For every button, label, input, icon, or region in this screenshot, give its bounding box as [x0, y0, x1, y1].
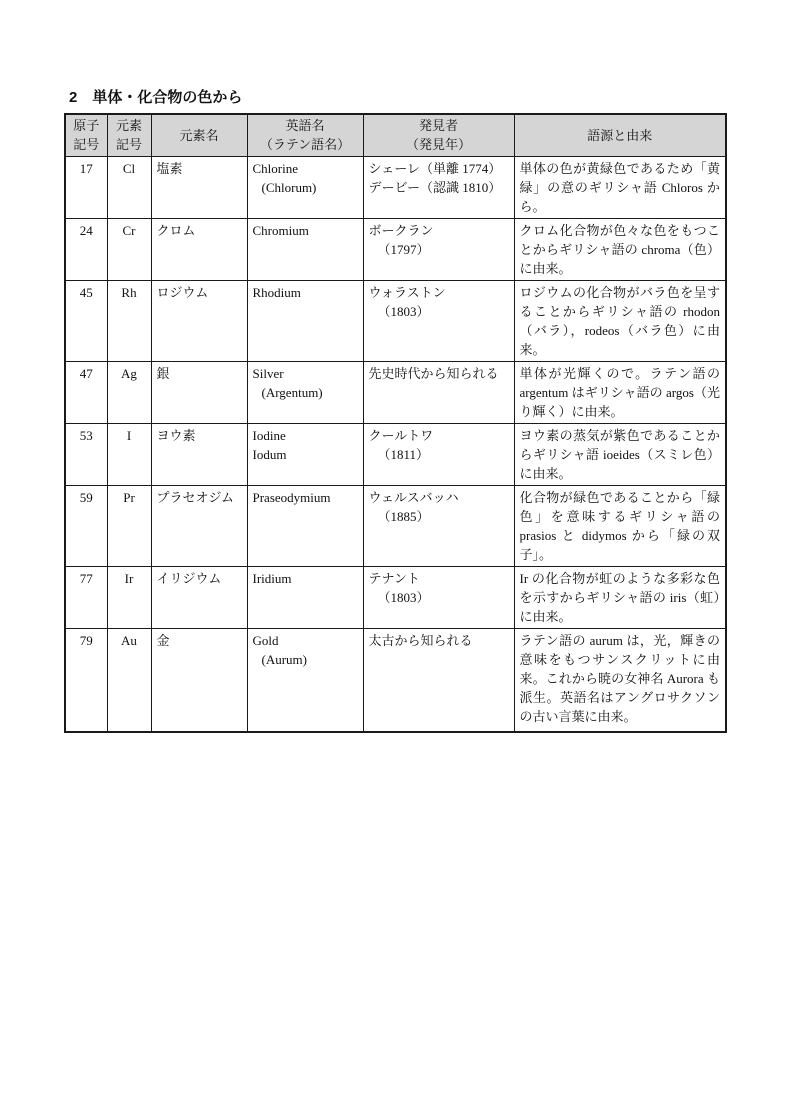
atomic-number: 24 [65, 218, 107, 280]
element-name: 塩素 [151, 156, 247, 218]
english-name [247, 485, 363, 566]
atomic-number: 59 [65, 485, 107, 566]
element-symbol: Au [107, 628, 151, 732]
english-name [247, 361, 363, 423]
table-row [65, 628, 726, 732]
element-symbol: Pr [107, 485, 151, 566]
english-name [247, 218, 363, 280]
english-line: Iodine [252, 427, 286, 443]
header-line: 原子 [73, 118, 100, 134]
atomic-number: 45 [65, 280, 107, 361]
discoverer [363, 361, 514, 423]
header-line: （ラテン語名） [259, 137, 351, 153]
latin-name: Iodum [252, 446, 287, 462]
etymology: ロジウムの化合物がバラ色を呈することからギリシャ語の rhodon（バラ），rodeos（バラ色）に由来。 [514, 280, 726, 361]
discovery-year: （1811） [377, 446, 430, 462]
english-line: Praseodymium [252, 489, 331, 505]
discoverer-line: ウォラストン [368, 284, 446, 300]
latin-name: (Argentum) [261, 384, 323, 400]
atomic-number: 47 [65, 361, 107, 423]
english-name [247, 423, 363, 485]
discoverer [363, 485, 514, 566]
table-row [65, 361, 726, 423]
english-name [247, 628, 363, 732]
discovery-year: （1797） [377, 241, 430, 257]
etymology: 単体が光輝くので。ラテン語の argentum はギリシャ語の argos（光り輝く）に由来。 [514, 361, 726, 423]
discoverer [363, 423, 514, 485]
english-line: Rhodium [252, 284, 301, 300]
element-symbol: Cl [107, 156, 151, 218]
etymology: 単体の色が黄緑色であるため「黄緑」の意のギリシャ語 Chloros から。 [514, 156, 726, 218]
discovery-year: （1803） [377, 303, 430, 319]
latin-name: (Aurum) [261, 651, 307, 667]
table-row [65, 566, 726, 628]
header-element-name: 元素名 [151, 114, 247, 156]
element-name: ヨウ素 [151, 423, 247, 485]
elements-table [64, 113, 727, 733]
discovery-year: （1885） [377, 508, 430, 524]
etymology: ラテン語の aurum は，光，輝きの意味をもつサンスクリットに由来。これから暁の女神名 Aurora も派生。英語名はアングロサクソンの古い言葉に由来。 [514, 628, 726, 732]
header-line: 記号 [115, 137, 142, 153]
table-row [65, 156, 726, 218]
latin-name: (Chlorum) [261, 179, 317, 195]
header-element-symbol [107, 114, 151, 156]
english-name [247, 280, 363, 361]
english-name [247, 156, 363, 218]
etymology: クロム化合物が色々な色をもつことからギリシャ語の chroma（色）に由来。 [514, 218, 726, 280]
discoverer-line: ボークラン [368, 222, 434, 238]
element-symbol: Cr [107, 218, 151, 280]
element-symbol: Rh [107, 280, 151, 361]
english-line: Chromium [252, 222, 309, 238]
element-name: 金 [151, 628, 247, 732]
english-line: Silver [252, 365, 284, 381]
atomic-number: 77 [65, 566, 107, 628]
header-line: （発見年） [405, 137, 471, 153]
page-title: 2 単体・化合物の色から [69, 89, 243, 106]
element-name: 銀 [151, 361, 247, 423]
header-line: 英語名 [285, 118, 325, 134]
atomic-number: 79 [65, 628, 107, 732]
discoverer-line: 太古から知られる [368, 632, 473, 648]
element-name: ロジウム [151, 280, 247, 361]
discovery-year: （1803） [377, 589, 430, 605]
discoverer [363, 280, 514, 361]
table-row [65, 218, 726, 280]
table-header-row [65, 114, 726, 156]
header-line: 発見者 [418, 118, 458, 134]
element-name: プラセオジム [151, 485, 247, 566]
etymology: 化合物が緑色であることから「緑色」を意味するギリシャ語の prasios と didymos から「緑の双子」。 [514, 485, 726, 566]
atomic-number: 17 [65, 156, 107, 218]
header-line: 記号 [73, 137, 100, 153]
discoverer [363, 566, 514, 628]
table-row [65, 423, 726, 485]
atomic-number: 53 [65, 423, 107, 485]
discoverer-line: ウェルスバッハ [368, 489, 459, 505]
discoverer-line: クールトワ [368, 427, 434, 443]
etymology: ヨウ素の蒸気が紫色であることからギリシャ語 ioeides（スミレ色）に由来。 [514, 423, 726, 485]
english-line: Iridium [252, 570, 292, 586]
element-symbol: I [107, 423, 151, 485]
english-line: Chlorine [252, 160, 298, 176]
element-name: クロム [151, 218, 247, 280]
english-name [247, 566, 363, 628]
element-symbol: Ir [107, 566, 151, 628]
discoverer-line: テナント [368, 570, 420, 586]
header-atomic-number [65, 114, 107, 156]
discoverer [363, 156, 514, 218]
discoverer [363, 218, 514, 280]
discoverer-line: 先史時代から知られる [368, 365, 499, 381]
element-symbol: Ag [107, 361, 151, 423]
table-row [65, 485, 726, 566]
header-discoverer [363, 114, 514, 156]
header-line: 元素 [115, 118, 142, 134]
element-name: イリジウム [151, 566, 247, 628]
english-line: Gold [252, 632, 279, 648]
table-row [65, 280, 726, 361]
header-etymology: 語源と由来 [514, 114, 726, 156]
discoverer-line: デービー（認識 1810） [368, 179, 502, 195]
discoverer [363, 628, 514, 732]
etymology: Ir の化合物が虹のような多彩な色を示すからギリシャ語の iris（虹）に由来。 [514, 566, 726, 628]
header-english-name [247, 114, 363, 156]
discoverer-line: シェーレ（単離 1774） [368, 160, 502, 176]
